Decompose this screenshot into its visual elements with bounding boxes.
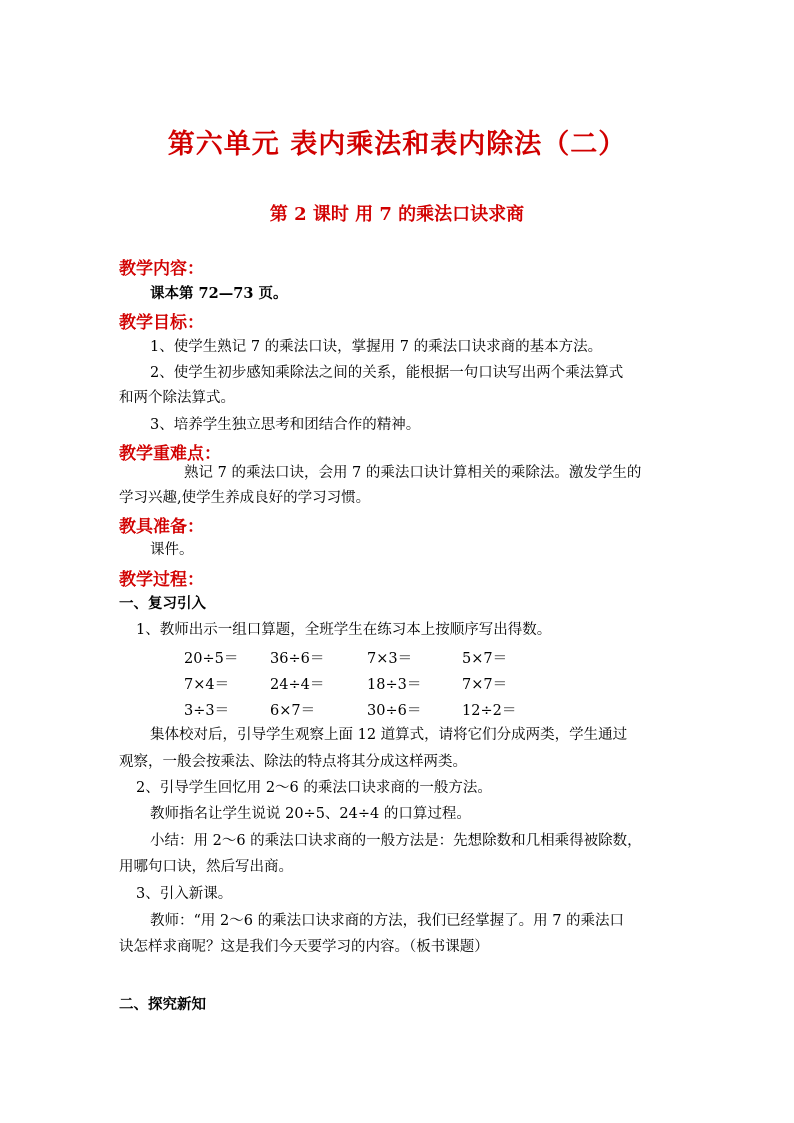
calc-item: 18÷3＝ — [367, 677, 422, 693]
calc-item: 5×7＝ — [462, 651, 508, 667]
goal-item-2-line-2: 和两个除法算式。 — [119, 390, 235, 406]
paragraph-4-line-2: 诀怎样求商呢？这是我们今天要学习的内容。（板书课题） — [119, 939, 489, 955]
teaching-content-text: 课本第 72—73 页。 — [150, 285, 288, 302]
calc-item: 36÷6＝ — [270, 651, 325, 667]
page-title: 第六单元 表内乘法和表内除法（二） — [167, 129, 627, 160]
paragraph-3-line-1: 小结：用 2～6 的乘法口诀求商的一般方法是：先想除数和几相乘得被除数， — [150, 833, 642, 849]
process-step-2: 2、引导学生回忆用 2～6 的乘法口诀求商的一般方法。 — [136, 780, 492, 796]
goal-item-3: 3、培养学生独立思考和团结合作的精神。 — [150, 417, 421, 433]
section-1-heading: 一、复习引入 — [119, 595, 206, 612]
tools-text: 课件。 — [150, 542, 194, 558]
calc-item: 7×4＝ — [184, 677, 230, 693]
paragraph-1-line-2: 观察，一般会按乘法、除法的特点将其分成这样两类。 — [119, 754, 467, 770]
process-step-1: 1、教师出示一组口算题，全班学生在练习本上按顺序写出得数。 — [136, 622, 552, 638]
paragraph-2: 教师指名让学生说说 20÷5、24÷4 的口算过程。 — [150, 806, 471, 822]
lesson-subtitle: 第 2 课时 用 7 的乘法口诀求商 — [269, 204, 525, 225]
calc-item: 3÷3＝ — [184, 703, 230, 719]
process-step-3: 3、引入新课。 — [136, 886, 233, 902]
calc-item: 6×7＝ — [270, 703, 316, 719]
tools-heading: 教具准备： — [119, 517, 204, 537]
calc-item: 24÷4＝ — [270, 677, 325, 693]
calc-item: 12÷2＝ — [462, 703, 517, 719]
teaching-goals-heading: 教学目标： — [119, 313, 204, 333]
goal-item-1: 1、使学生熟记 7 的乘法口诀，掌握用 7 的乘法口诀求商的基本方法。 — [150, 339, 603, 355]
section-2-heading: 二、探究新知 — [119, 996, 206, 1013]
calc-item: 7×7＝ — [462, 677, 508, 693]
key-points-line-1: 熟记 7 的乘法口诀，会用 7 的乘法口诀计算相关的乘除法。激发学生的 — [184, 465, 642, 481]
process-heading: 教学过程： — [119, 570, 204, 590]
goal-item-2-line-1: 2、使学生初步感知乘除法之间的关系，能根据一句口诀写出两个乘法算式 — [150, 365, 624, 381]
paragraph-3-line-2: 用哪句口诀，然后写出商。 — [119, 859, 293, 875]
paragraph-4-line-1: 教师：“用 2～6 的乘法口诀求商的方法，我们已经掌握了。用 7 的乘法口 — [150, 913, 625, 929]
paragraph-1-line-1: 集体校对后，引导学生观察上面 12 道算式，请将它们分成两类，学生通过 — [150, 727, 628, 743]
teaching-content-heading: 教学内容： — [119, 259, 204, 279]
key-points-line-2: 学习兴趣,使学生养成良好的学习习惯。 — [119, 490, 371, 506]
calc-item: 30÷6＝ — [367, 703, 422, 719]
calc-item: 7×3＝ — [367, 651, 413, 667]
key-points-heading: 教学重难点： — [119, 444, 221, 464]
calc-item: 20÷5＝ — [184, 651, 239, 667]
